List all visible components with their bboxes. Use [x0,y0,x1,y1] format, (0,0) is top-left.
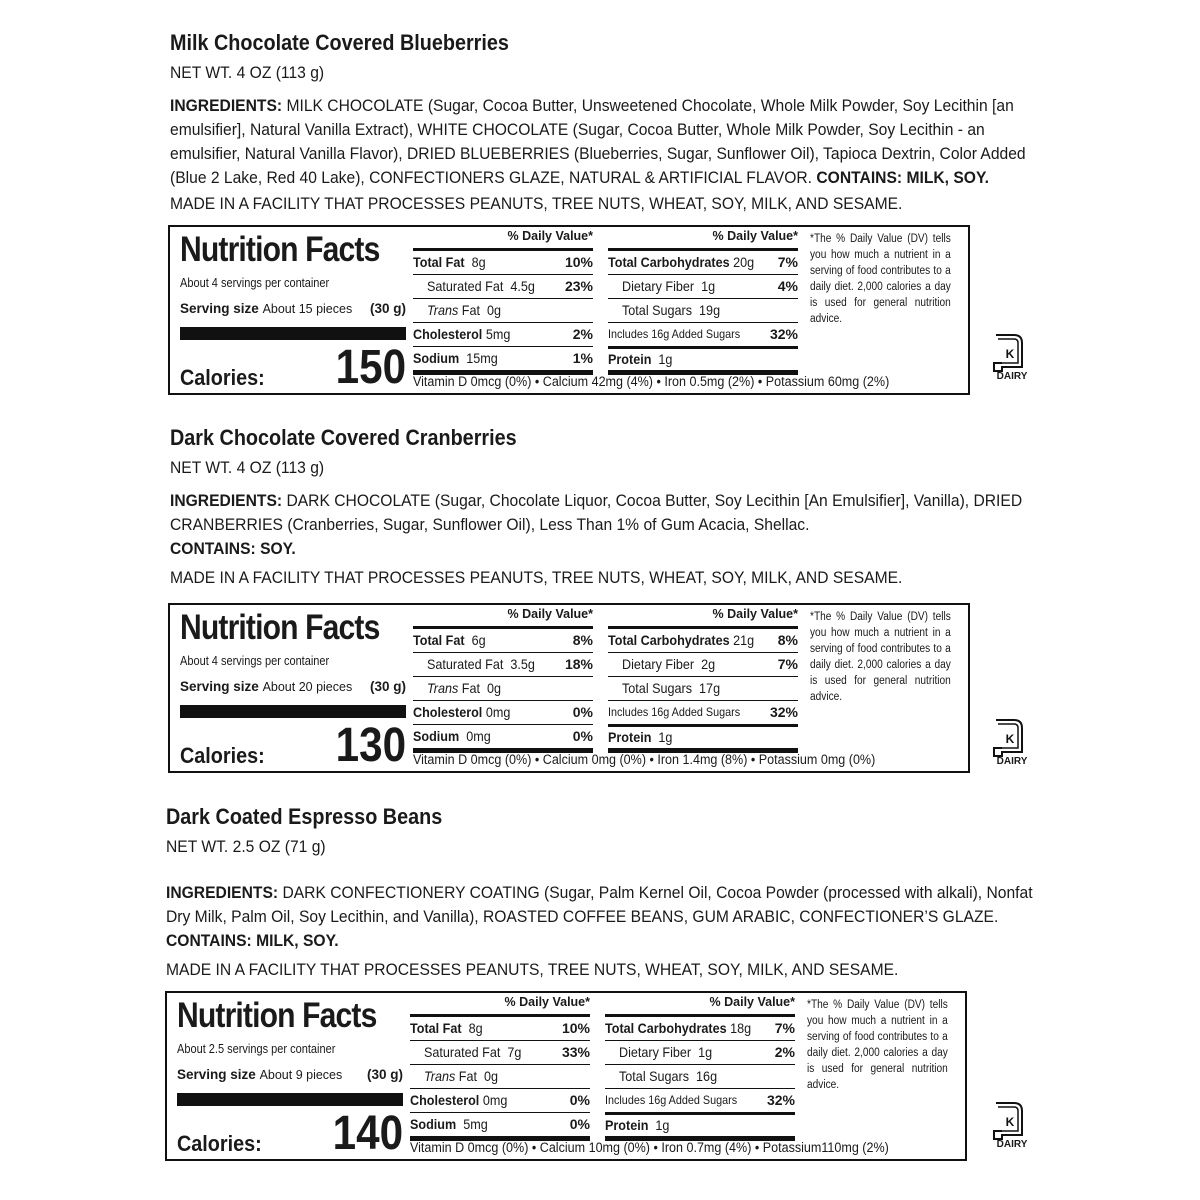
kosher-icon [990,333,1034,373]
nutrient-row-protein [608,726,798,748]
divider-bar [177,1093,403,1106]
nutrient-dv: 1% [572,350,593,366]
nutrient-dv: 10% [564,254,593,270]
nutrient-label-suffix: Fat [461,680,480,696]
contains-statement: CONTAINS: MILK, SOY. [166,931,339,950]
nutrient-row-sodium [413,725,593,747]
nutrient-amount: 20g [733,254,755,270]
nutrient-label: Includes 16g Added Sugars [608,327,741,341]
nutrient-amount: 8g [471,254,486,270]
net-weight: NET WT. 4 OZ (113 g) [170,458,325,477]
nutrient-row-dietary-fiber [608,653,798,675]
calories-label: Calories: [180,743,265,768]
serving-size-desc: About 20 pieces [262,680,353,694]
product-title: Dark Coated Espresso Beans [166,804,443,829]
kosher-dairy-label: DAIRY [996,371,1028,382]
nutrient-column-fats [410,995,590,1135]
kosher-dairy-symbol [990,718,1040,778]
nutrient-amount: 8g [468,1020,483,1036]
nutrient-amount: 1g [698,1044,713,1060]
serving-size-desc: About 9 pieces [259,1068,343,1082]
nutrient-label: Sodium [410,1116,457,1132]
nutrient-label: Saturated Fat [427,278,504,294]
nutrient-row-total-sugars [608,677,798,699]
nutrient-dv: 0% [572,728,593,744]
nutrient-amount: 2g [701,656,716,672]
nutrient-row-trans-fat [413,677,593,699]
nutrient-label: Trans [424,1068,456,1084]
nutrient-label-suffix: Fat [458,1068,477,1084]
serving-size [180,301,406,316]
kosher-icon [990,1101,1034,1141]
servings-per-container: About 4 servings per container [180,654,330,668]
servings-per-container: About 2.5 servings per container [177,1042,336,1056]
svg-text:K: K [1005,732,1015,746]
product-title: Dark Chocolate Covered Cranberries [170,425,517,450]
calories-label: Calories: [180,365,265,390]
nutrient-label: Cholesterol [413,326,483,342]
svg-text:K: K [1005,1115,1015,1129]
nutrient-row-protein [605,1114,795,1136]
ingredients-text: MILK CHOCOLATE (Sugar, Cocoa Butter, Unsweetened Chocolate, Whole Milk Powder, Soy Lecithin [an emulsifier], Natural Vanilla Extract), WHITE CHOCOLATE (Sugar, Cocoa Butter, Whole Milk Powder, Soy Lecithin - an emulsifier, Natural Vanilla Flavor), DRIED BLUEBERRIES (Blueberries, Sugar, Sunflower Oil), Tapioca Dextrin, Color Added (Blue 2 Lake, Red 40 Lake), CONFECTIONERS GLAZE, NATURAL & ARTIFICIAL FLAVOR. [170,96,1026,187]
daily-value-header: % Daily Value* [709,995,795,1009]
nutrient-row-protein [608,348,798,370]
nutrient-label: Total Carbohydrates [608,632,730,648]
ingredients-label: INGREDIENTS: [170,96,283,115]
nutrient-row-total-fat [410,1017,590,1039]
nutrient-label: Protein [608,729,652,745]
nutrient-label: Total Carbohydrates [608,254,730,270]
nutrient-dv: 0% [569,1116,590,1132]
nutrient-dv: 32% [769,326,798,342]
nutrient-label: Dietary Fiber [622,278,695,294]
nutrient-amount: 0g [483,1068,499,1084]
nutrient-amount: 1g [655,1117,670,1133]
nutrient-row-total-sugars [605,1065,795,1087]
serving-size [180,679,406,694]
daily-value-footnote: *The % Daily Value (DV) tells you how much a nutrient in a serving of food contributes to a daily diet. 2,000 calories a day is used for general nutrition advice. [810,233,951,325]
kosher-dairy-symbol [990,1101,1040,1161]
ingredients-block [166,881,1049,953]
nutrient-dv: 18% [564,656,593,672]
nutrient-label-suffix: Fat [461,302,480,318]
calories-value: 150 [335,341,406,394]
nutrient-label: Total Sugars [619,1068,690,1084]
kosher-icon [990,718,1034,758]
nutrition-summary [177,996,403,1160]
contains-statement: CONTAINS: MILK, SOY. [816,168,990,187]
nutrient-dv: 7% [777,656,798,672]
nutrition-title: Nutrition Facts [177,996,377,1035]
nutrient-amount: 0mg [466,728,491,744]
nutrient-amount: 19g [699,302,721,318]
nutrient-amount: 21g [733,632,755,648]
nutrient-dv: 0% [572,704,593,720]
daily-value-header: % Daily Value* [712,229,798,243]
nutrition-facts-panel [168,603,970,773]
nutrient-amount: 5mg [485,326,511,342]
nutrient-amount: 0g [486,680,502,696]
nutrient-dv: 8% [572,632,593,648]
daily-value-footnote: *The % Daily Value (DV) tells you how much a nutrient in a serving of food contributes to a daily diet. 2,000 calories a day is used for general nutrition advice. [807,999,948,1091]
nutrient-label: Total Fat [413,254,465,270]
nutrient-label: Cholesterol [413,704,483,720]
nutrient-label: Saturated Fat [427,656,504,672]
nutrient-row-sodium [410,1113,590,1135]
net-weight: NET WT. 4 OZ (113 g) [170,63,325,82]
nutrition-facts-panel [165,991,967,1161]
nutrient-dv: 10% [561,1020,590,1036]
nutrient-row-cholesterol [413,701,593,723]
nutrient-label: Total Sugars [622,302,693,318]
nutrient-label: Includes 16g Added Sugars [605,1093,738,1107]
nutrient-column-carbs [605,995,795,1135]
contains-statement: CONTAINS: SOY. [170,539,296,558]
nutrient-amount: 7g [507,1044,522,1060]
ingredients-label: INGREDIENTS: [166,883,279,902]
nutrition-summary [180,608,406,772]
nutrient-dv: 2% [774,1044,795,1060]
nutrient-row-sodium [413,347,593,369]
nutrient-label: Sodium [413,350,460,366]
nutrient-row-total-carbs [605,1017,795,1039]
product-section [0,425,1200,805]
nutrient-label: Includes 16g Added Sugars [608,705,741,719]
nutrition-facts-panel [168,225,970,395]
nutrient-label: Cholesterol [410,1092,480,1108]
nutrient-row-dietary-fiber [608,275,798,297]
nutrient-label: Trans [427,302,459,318]
nutrient-amount: 4.5g [510,278,535,294]
ingredients-block [170,489,1053,561]
nutrient-label: Dietary Fiber [619,1044,692,1060]
nutrient-amount: 17g [699,680,721,696]
nutrient-column-carbs [608,229,798,369]
kosher-dairy-symbol [990,333,1040,393]
ingredients-text: DARK CHOCOLATE (Sugar, Chocolate Liquor, Cocoa Butter, Soy Lecithin [An Emulsifier], Vanilla), DRIED CRANBERRIES (Cranberries, Sugar, Sunflower Oil), Less Than 1% of Gum Acacia, Shellac. [170,491,1023,534]
nutrient-dv: 2% [572,326,593,342]
nutrient-row-total-sugars [608,299,798,321]
nutrient-amount: 0mg [482,1092,508,1108]
vitamins-minerals: Vitamin D 0mcg (0%) • Calcium 42mg (4%) • Iron 0.5mg (2%) • Potassium 60mg (2%) [413,374,890,389]
serving-size-desc: About 15 pieces [262,302,353,316]
nutrient-amount: 6g [471,632,486,648]
kosher-dairy-label: DAIRY [996,756,1028,767]
nutrient-label: Total Carbohydrates [605,1020,727,1036]
servings-per-container: About 4 servings per container [180,276,330,290]
ingredients-label: INGREDIENTS: [170,491,283,510]
nutrient-row-saturated-fat [410,1041,590,1063]
nutrient-amount: 15mg [466,350,498,366]
nutrient-label: Saturated Fat [424,1044,501,1060]
daily-value-footnote: *The % Daily Value (DV) tells you how much a nutrient in a serving of food contributes to a daily diet. 2,000 calories a day is used for general nutrition advice. [810,611,951,703]
svg-text:K: K [1005,347,1015,361]
nutrient-row-added-sugars [605,1089,795,1111]
nutrition-summary [180,230,406,394]
nutrient-row-added-sugars [608,701,798,723]
serving-size-grams: (30 g) [366,1067,403,1082]
serving-size-label: Serving size [177,1067,256,1082]
nutrient-amount: 1g [658,351,673,367]
daily-value-header: % Daily Value* [712,607,798,621]
nutrient-amount: 1g [701,278,716,294]
nutrient-label: Trans [427,680,459,696]
nutrient-column-carbs [608,607,798,747]
nutrient-row-cholesterol [413,323,593,345]
nutrient-dv: 7% [774,1020,795,1036]
facility-statement: MADE IN A FACILITY THAT PROCESSES PEANUTS, TREE NUTS, WHEAT, SOY, MILK, AND SESAME. [170,194,903,213]
serving-size-label: Serving size [180,301,259,316]
nutrient-row-saturated-fat [413,275,593,297]
product-title: Milk Chocolate Covered Blueberries [170,30,509,55]
divider-bar [180,327,406,340]
nutrition-title: Nutrition Facts [180,608,380,647]
nutrient-amount: 18g [730,1020,752,1036]
daily-value-header: % Daily Value* [507,607,593,621]
nutrient-row-dietary-fiber [605,1041,795,1063]
nutrition-title: Nutrition Facts [180,230,380,269]
nutrient-label: Protein [608,351,652,367]
net-weight: NET WT. 2.5 OZ (71 g) [166,837,326,856]
ingredients-block [170,94,1053,190]
nutrient-amount: 0g [486,302,502,318]
nutrient-amount: 0mg [485,704,511,720]
nutrient-dv: 33% [561,1044,590,1060]
nutrient-amount: 1g [658,729,673,745]
nutrient-amount: 16g [696,1068,718,1084]
nutrient-label: Protein [605,1117,649,1133]
nutrient-amount: 5mg [463,1116,488,1132]
nutrient-row-total-fat [413,629,593,651]
serving-size-grams: (30 g) [369,679,406,694]
nutrient-dv: 4% [777,278,798,294]
nutrient-column-fats [413,229,593,369]
nutrient-label: Sodium [413,728,460,744]
daily-value-header: % Daily Value* [504,995,590,1009]
serving-size-grams: (30 g) [369,301,406,316]
facility-statement: MADE IN A FACILITY THAT PROCESSES PEANUTS, TREE NUTS, WHEAT, SOY, MILK, AND SESAME. [166,960,899,979]
nutrient-row-total-fat [413,251,593,273]
nutrient-dv: 32% [769,704,798,720]
nutrient-dv: 0% [569,1092,590,1108]
product-section [0,804,1200,1184]
vitamins-minerals: Vitamin D 0mcg (0%) • Calcium 0mg (0%) • Iron 1.4mg (8%) • Potassium 0mg (0%) [413,752,876,767]
kosher-dairy-label: DAIRY [996,1139,1028,1150]
serving-size-label: Serving size [180,679,259,694]
product-section [0,30,1200,410]
nutrient-label: Dietary Fiber [622,656,695,672]
nutrient-row-trans-fat [413,299,593,321]
ingredients-text: DARK CONFECTIONERY COATING (Sugar, Palm Kernel Oil, Cocoa Powder (processed with alkali), Nonfat Dry Milk, Palm Oil, Soy Lecithin, and Vanilla), ROASTED COFFEE BEANS, GUM ARABIC, CONFECTIONER’S GLAZE. [166,883,1033,926]
daily-value-header: % Daily Value* [507,229,593,243]
nutrient-label: Total Fat [410,1020,462,1036]
facility-statement: MADE IN A FACILITY THAT PROCESSES PEANUTS, TREE NUTS, WHEAT, SOY, MILK, AND SESAME. [170,568,903,587]
nutrient-row-added-sugars [608,323,798,345]
nutrient-label: Total Fat [413,632,465,648]
calories-label: Calories: [177,1131,262,1156]
nutrient-row-total-carbs [608,251,798,273]
serving-size [177,1067,403,1082]
nutrient-dv: 32% [766,1092,795,1108]
nutrient-dv: 8% [777,632,798,648]
divider-bar [180,705,406,718]
calories-value: 130 [335,719,406,772]
nutrient-row-total-carbs [608,629,798,651]
nutrient-row-trans-fat [410,1065,590,1087]
nutrient-dv: 23% [564,278,593,294]
nutrient-amount: 3.5g [510,656,535,672]
vitamins-minerals: Vitamin D 0mcg (0%) • Calcium 10mg (0%) • Iron 0.7mg (4%) • Potassium110mg (2%) [410,1140,889,1155]
nutrient-row-cholesterol [410,1089,590,1111]
nutrient-row-saturated-fat [413,653,593,675]
calories-value: 140 [332,1107,403,1160]
nutrient-column-fats [413,607,593,747]
nutrient-dv: 7% [777,254,798,270]
nutrient-label: Total Sugars [622,680,693,696]
